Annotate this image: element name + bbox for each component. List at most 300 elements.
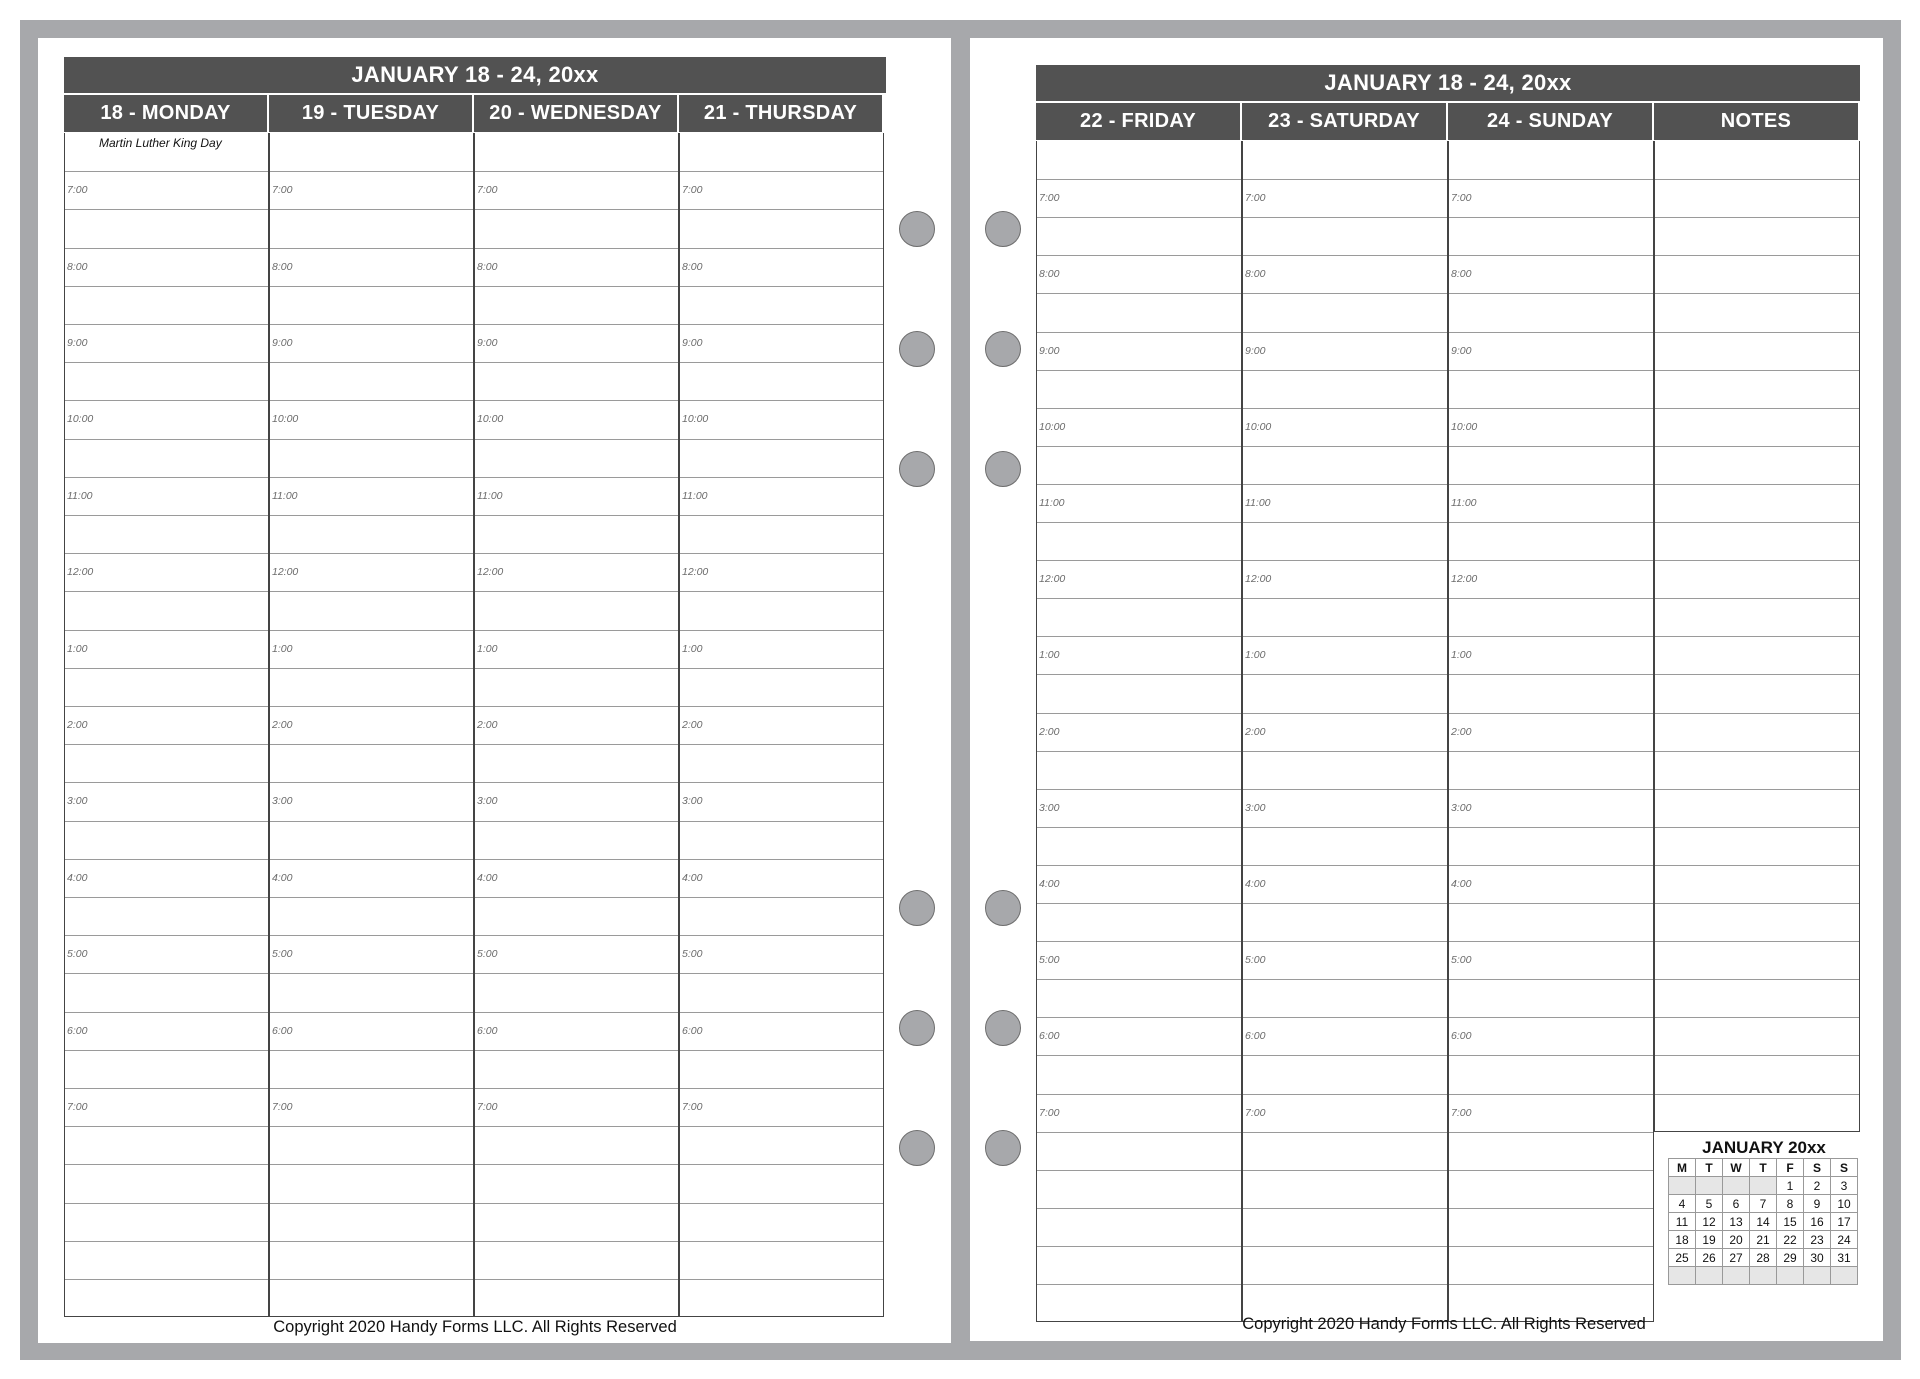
time-slot[interactable] [1243, 1246, 1447, 1284]
time-slot[interactable] [680, 1241, 883, 1279]
time-slot[interactable] [680, 630, 883, 668]
time-slot[interactable] [680, 439, 883, 477]
time-slot[interactable] [680, 1126, 883, 1164]
time-slot[interactable] [1449, 979, 1653, 1017]
time-slot[interactable] [475, 630, 678, 668]
time-slot[interactable] [475, 821, 678, 859]
time-slot[interactable] [1037, 141, 1241, 179]
time-slot[interactable] [270, 171, 473, 209]
time-slot[interactable] [1243, 865, 1447, 903]
time-slot[interactable] [1037, 560, 1241, 598]
time-slot[interactable] [65, 1164, 268, 1202]
time-slot[interactable] [1037, 713, 1241, 751]
time-slot[interactable] [270, 591, 473, 629]
time-slot[interactable] [270, 973, 473, 1011]
calendar-day[interactable]: 15 [1777, 1213, 1804, 1231]
time-slot[interactable] [475, 935, 678, 973]
time-slot[interactable] [65, 1279, 268, 1317]
time-slot[interactable] [680, 1050, 883, 1088]
time-slot[interactable] [1037, 217, 1241, 255]
time-slot[interactable] [1449, 598, 1653, 636]
time-slot[interactable] [65, 1050, 268, 1088]
time-slot[interactable] [1449, 674, 1653, 712]
time-slot[interactable] [680, 1088, 883, 1126]
time-slot[interactable] [1449, 560, 1653, 598]
time-slot[interactable] [475, 286, 678, 324]
hour-label: 7:00 [1245, 1106, 1266, 1119]
time-slot[interactable] [65, 133, 268, 171]
time-slot[interactable] [1037, 598, 1241, 636]
time-slot[interactable] [270, 821, 473, 859]
time-slot[interactable] [680, 973, 883, 1011]
calendar-day[interactable] [1696, 1267, 1723, 1285]
time-slot[interactable] [1037, 903, 1241, 941]
time-slot[interactable] [1243, 1094, 1447, 1132]
time-slot[interactable] [1037, 255, 1241, 293]
time-slot[interactable] [475, 324, 678, 362]
time-slot[interactable] [1243, 751, 1447, 789]
time-slot[interactable] [1037, 1094, 1241, 1132]
time-slot[interactable] [475, 515, 678, 553]
time-slot[interactable] [1655, 255, 1859, 293]
calendar-day[interactable]: 2 [1804, 1177, 1831, 1195]
time-slot[interactable] [1655, 484, 1859, 522]
time-slot[interactable] [1243, 560, 1447, 598]
hour-label: 5:00 [272, 948, 293, 961]
time-slot[interactable] [680, 515, 883, 553]
time-slot[interactable] [1243, 370, 1447, 408]
time-slot[interactable] [65, 553, 268, 591]
time-slot[interactable] [270, 1012, 473, 1050]
time-slot[interactable] [680, 400, 883, 438]
calendar-day[interactable]: 14 [1750, 1213, 1777, 1231]
time-slot[interactable] [1449, 713, 1653, 751]
calendar-day[interactable] [1804, 1267, 1831, 1285]
time-slot[interactable] [1655, 1017, 1859, 1055]
time-slot[interactable] [1655, 522, 1859, 560]
calendar-day[interactable]: 1 [1777, 1177, 1804, 1195]
time-slot[interactable] [475, 897, 678, 935]
calendar-day[interactable] [1777, 1267, 1804, 1285]
time-slot[interactable] [1243, 941, 1447, 979]
time-slot[interactable] [1655, 1055, 1859, 1093]
time-slot[interactable] [1449, 865, 1653, 903]
time-slot[interactable] [680, 706, 883, 744]
time-slot[interactable] [475, 1203, 678, 1241]
time-slot[interactable] [1037, 827, 1241, 865]
time-slot[interactable] [1449, 903, 1653, 941]
hour-label: 4:00 [1451, 877, 1472, 890]
time-slot[interactable] [1655, 941, 1859, 979]
calendar-day[interactable]: 11 [1669, 1213, 1696, 1231]
time-slot[interactable] [680, 1164, 883, 1202]
time-slot[interactable] [65, 821, 268, 859]
time-slot[interactable] [1243, 408, 1447, 446]
time-slot[interactable] [65, 1241, 268, 1279]
time-slot[interactable] [1037, 179, 1241, 217]
time-slot[interactable] [1655, 674, 1859, 712]
time-slot[interactable] [270, 859, 473, 897]
binder-hole [899, 451, 935, 487]
time-slot[interactable] [270, 286, 473, 324]
time-slot[interactable] [680, 324, 883, 362]
time-slot[interactable] [1655, 903, 1859, 941]
time-slot[interactable] [1037, 332, 1241, 370]
calendar-day[interactable]: 25 [1669, 1249, 1696, 1267]
time-slot[interactable] [475, 668, 678, 706]
time-slot[interactable] [270, 706, 473, 744]
time-slot[interactable] [1655, 560, 1859, 598]
time-slot[interactable] [475, 1012, 678, 1050]
hour-label: 5:00 [1039, 954, 1060, 967]
time-slot[interactable] [1655, 865, 1859, 903]
time-slot[interactable] [680, 897, 883, 935]
time-slot[interactable] [1655, 370, 1859, 408]
time-slot[interactable] [1037, 370, 1241, 408]
time-slot[interactable] [270, 744, 473, 782]
time-slot[interactable] [65, 859, 268, 897]
hour-label: 11:00 [272, 489, 298, 502]
time-slot[interactable] [270, 1126, 473, 1164]
time-slot[interactable] [680, 859, 883, 897]
calendar-day[interactable]: 30 [1804, 1249, 1831, 1267]
time-slot[interactable] [1449, 827, 1653, 865]
time-slot[interactable] [680, 668, 883, 706]
time-slot[interactable] [1037, 446, 1241, 484]
calendar-day[interactable] [1696, 1177, 1723, 1195]
time-slot[interactable] [1243, 827, 1447, 865]
time-slot[interactable] [65, 1126, 268, 1164]
time-slot[interactable] [475, 1279, 678, 1317]
time-slot[interactable] [65, 439, 268, 477]
calendar-day[interactable]: 17 [1831, 1213, 1858, 1231]
time-slot[interactable] [680, 782, 883, 820]
time-slot[interactable] [1449, 751, 1653, 789]
time-slot[interactable] [1449, 179, 1653, 217]
time-slot[interactable] [1037, 293, 1241, 331]
time-slot[interactable] [475, 209, 678, 247]
time-slot[interactable] [65, 477, 268, 515]
time-slot[interactable] [1449, 217, 1653, 255]
time-slot[interactable] [1449, 1017, 1653, 1055]
time-slot[interactable] [1449, 1132, 1653, 1170]
time-slot[interactable] [1449, 255, 1653, 293]
calendar-day[interactable]: 19 [1696, 1231, 1723, 1249]
time-slot[interactable] [1243, 522, 1447, 560]
time-slot[interactable] [270, 1164, 473, 1202]
calendar-day[interactable]: 8 [1777, 1195, 1804, 1213]
time-slot[interactable] [1037, 1055, 1241, 1093]
time-slot[interactable] [1243, 674, 1447, 712]
time-slot[interactable] [65, 400, 268, 438]
hour-label: 12:00 [1451, 573, 1478, 586]
time-slot[interactable] [1655, 1094, 1859, 1132]
time-slot[interactable] [65, 591, 268, 629]
hour-label: 8:00 [477, 260, 498, 273]
time-slot[interactable] [1655, 408, 1859, 446]
calendar-day[interactable]: 7 [1750, 1195, 1777, 1213]
time-slot[interactable] [475, 362, 678, 400]
time-slot[interactable] [270, 553, 473, 591]
time-slot[interactable] [1449, 1208, 1653, 1246]
time-slot[interactable] [65, 630, 268, 668]
time-slot[interactable] [270, 324, 473, 362]
time-slot[interactable] [1037, 408, 1241, 446]
time-slot[interactable] [1449, 293, 1653, 331]
time-slot[interactable] [1243, 255, 1447, 293]
time-slot[interactable] [1449, 484, 1653, 522]
calendar-day[interactable] [1831, 1267, 1858, 1285]
time-slot[interactable] [680, 171, 883, 209]
time-slot[interactable] [1449, 1170, 1653, 1208]
calendar-day[interactable]: 13 [1723, 1213, 1750, 1231]
calendar-day[interactable]: 6 [1723, 1195, 1750, 1213]
time-slot[interactable] [270, 935, 473, 973]
time-slot[interactable] [475, 400, 678, 438]
calendar-day[interactable]: 24 [1831, 1231, 1858, 1249]
time-slot[interactable] [1655, 446, 1859, 484]
time-slot[interactable] [475, 439, 678, 477]
time-slot[interactable] [1655, 141, 1859, 179]
time-slot[interactable] [65, 973, 268, 1011]
time-slot[interactable] [1037, 522, 1241, 560]
time-slot[interactable] [680, 591, 883, 629]
time-slot[interactable] [65, 171, 268, 209]
calendar-day[interactable]: 18 [1669, 1231, 1696, 1249]
time-slot[interactable] [1037, 751, 1241, 789]
time-slot[interactable] [1243, 484, 1447, 522]
time-slot[interactable] [270, 133, 473, 171]
day-2-header: 20 - WEDNESDAY [474, 95, 677, 132]
time-slot[interactable] [1037, 674, 1241, 712]
time-slot[interactable] [1449, 789, 1653, 827]
time-slot[interactable] [65, 286, 268, 324]
time-slot[interactable] [270, 209, 473, 247]
time-slot[interactable] [680, 477, 883, 515]
time-slot[interactable] [65, 1203, 268, 1241]
time-slot[interactable] [680, 133, 883, 171]
time-slot[interactable] [680, 821, 883, 859]
time-slot[interactable] [1037, 484, 1241, 522]
time-slot[interactable] [475, 744, 678, 782]
hour-label: 12:00 [1039, 573, 1066, 586]
time-slot[interactable] [680, 553, 883, 591]
time-slot[interactable] [1243, 903, 1447, 941]
time-slot[interactable] [270, 897, 473, 935]
time-slot[interactable] [1243, 217, 1447, 255]
time-slot[interactable] [65, 706, 268, 744]
notes-header: NOTES [1654, 103, 1858, 140]
calendar-day[interactable] [1723, 1177, 1750, 1195]
time-slot[interactable] [1037, 789, 1241, 827]
time-slot[interactable] [475, 1088, 678, 1126]
time-slot[interactable] [475, 591, 678, 629]
calendar-day[interactable]: 4 [1669, 1195, 1696, 1213]
time-slot[interactable] [1243, 598, 1447, 636]
calendar-day[interactable] [1669, 1177, 1696, 1195]
time-slot[interactable] [1243, 1017, 1447, 1055]
time-slot[interactable] [475, 133, 678, 171]
calendar-day[interactable]: 16 [1804, 1213, 1831, 1231]
calendar-day[interactable]: 29 [1777, 1249, 1804, 1267]
time-slot[interactable] [680, 1012, 883, 1050]
time-slot[interactable] [680, 286, 883, 324]
time-slot[interactable] [1243, 1132, 1447, 1170]
time-slot[interactable] [1243, 979, 1447, 1017]
time-slot[interactable] [475, 706, 678, 744]
calendar-day[interactable]: 27 [1723, 1249, 1750, 1267]
time-slot[interactable] [1037, 1017, 1241, 1055]
time-slot[interactable] [65, 744, 268, 782]
time-slot[interactable] [1655, 751, 1859, 789]
time-slot[interactable] [270, 477, 473, 515]
calendar-day[interactable]: 3 [1831, 1177, 1858, 1195]
time-slot[interactable] [475, 248, 678, 286]
time-slot[interactable] [270, 782, 473, 820]
time-slot[interactable] [475, 782, 678, 820]
time-slot[interactable] [1655, 713, 1859, 751]
calendar-day[interactable]: 9 [1804, 1195, 1831, 1213]
time-slot[interactable] [680, 209, 883, 247]
time-slot[interactable] [1655, 789, 1859, 827]
time-slot[interactable] [1037, 1246, 1241, 1284]
time-slot[interactable] [680, 744, 883, 782]
time-slot[interactable] [1449, 446, 1653, 484]
time-slot[interactable] [1655, 636, 1859, 674]
time-slot[interactable] [270, 630, 473, 668]
calendar-day[interactable] [1750, 1177, 1777, 1195]
time-slot[interactable] [1449, 1246, 1653, 1284]
time-slot[interactable] [680, 248, 883, 286]
time-slot[interactable] [270, 439, 473, 477]
time-slot[interactable] [65, 248, 268, 286]
time-slot[interactable] [1449, 1055, 1653, 1093]
time-slot[interactable] [1037, 865, 1241, 903]
time-slot[interactable] [680, 362, 883, 400]
time-slot[interactable] [65, 209, 268, 247]
time-slot[interactable] [1449, 522, 1653, 560]
holiday-note: Martin Luther King Day [99, 136, 222, 150]
calendar-day[interactable]: 12 [1696, 1213, 1723, 1231]
time-slot[interactable] [65, 935, 268, 973]
time-slot[interactable] [65, 1012, 268, 1050]
time-slot[interactable] [1037, 1132, 1241, 1170]
time-slot[interactable] [1449, 636, 1653, 674]
time-slot[interactable] [65, 1088, 268, 1126]
time-slot[interactable] [65, 515, 268, 553]
time-slot[interactable] [65, 362, 268, 400]
time-slot[interactable] [65, 668, 268, 706]
time-slot[interactable] [1037, 979, 1241, 1017]
calendar-day[interactable]: 28 [1750, 1249, 1777, 1267]
hour-label: 10:00 [1451, 420, 1478, 433]
time-slot[interactable] [680, 935, 883, 973]
calendar-day[interactable]: 23 [1804, 1231, 1831, 1249]
time-slot[interactable] [1037, 636, 1241, 674]
time-slot[interactable] [1037, 1170, 1241, 1208]
time-slot[interactable] [1037, 1208, 1241, 1246]
calendar-day[interactable]: 22 [1777, 1231, 1804, 1249]
calendar-day[interactable]: 21 [1750, 1231, 1777, 1249]
time-slot[interactable] [270, 1279, 473, 1317]
time-slot[interactable] [65, 782, 268, 820]
time-slot[interactable] [1243, 141, 1447, 179]
calendar-day[interactable] [1723, 1267, 1750, 1285]
time-slot[interactable] [65, 324, 268, 362]
time-slot[interactable] [475, 477, 678, 515]
time-slot[interactable] [1655, 598, 1859, 636]
calendar-day[interactable]: 5 [1696, 1195, 1723, 1213]
day-r2-column [1448, 141, 1654, 1322]
notes-column [1654, 141, 1860, 1132]
time-slot[interactable] [1449, 332, 1653, 370]
time-slot[interactable] [475, 171, 678, 209]
calendar-day[interactable]: 10 [1831, 1195, 1858, 1213]
time-slot[interactable] [1449, 408, 1653, 446]
time-slot[interactable] [1655, 293, 1859, 331]
time-slot[interactable] [270, 515, 473, 553]
time-slot[interactable] [270, 248, 473, 286]
time-slot[interactable] [1243, 1170, 1447, 1208]
calendar-day[interactable]: 26 [1696, 1249, 1723, 1267]
time-slot[interactable] [1655, 217, 1859, 255]
hour-label: 7:00 [1039, 192, 1060, 205]
time-slot[interactable] [270, 1088, 473, 1126]
time-slot[interactable] [1449, 1094, 1653, 1132]
time-slot[interactable] [1037, 941, 1241, 979]
time-slot[interactable] [270, 1050, 473, 1088]
time-slot[interactable] [1655, 332, 1859, 370]
time-slot[interactable] [1243, 446, 1447, 484]
time-slot[interactable] [270, 1203, 473, 1241]
time-slot[interactable] [270, 668, 473, 706]
time-slot[interactable] [475, 1126, 678, 1164]
time-slot[interactable] [680, 1203, 883, 1241]
time-slot[interactable] [1243, 332, 1447, 370]
time-slot[interactable] [475, 553, 678, 591]
time-slot[interactable] [1243, 789, 1447, 827]
time-slot[interactable] [475, 859, 678, 897]
time-slot[interactable] [475, 1050, 678, 1088]
time-slot[interactable] [475, 973, 678, 1011]
time-slot[interactable] [1243, 1208, 1447, 1246]
time-slot[interactable] [1655, 179, 1859, 217]
time-slot[interactable] [1243, 713, 1447, 751]
time-slot[interactable] [270, 362, 473, 400]
time-slot[interactable] [1243, 636, 1447, 674]
time-slot[interactable] [65, 897, 268, 935]
time-slot[interactable] [1449, 370, 1653, 408]
time-slot[interactable] [1655, 827, 1859, 865]
calendar-day[interactable]: 31 [1831, 1249, 1858, 1267]
time-slot[interactable] [680, 1279, 883, 1317]
time-slot[interactable] [1655, 979, 1859, 1017]
calendar-day[interactable] [1669, 1267, 1696, 1285]
time-slot[interactable] [475, 1164, 678, 1202]
time-slot[interactable] [1449, 141, 1653, 179]
time-slot[interactable] [475, 1241, 678, 1279]
calendar-day[interactable] [1750, 1267, 1777, 1285]
time-slot[interactable] [270, 400, 473, 438]
time-slot[interactable] [1449, 941, 1653, 979]
time-slot[interactable] [1243, 293, 1447, 331]
time-slot[interactable] [1243, 179, 1447, 217]
time-slot[interactable] [1243, 1055, 1447, 1093]
hour-label: 7:00 [272, 184, 293, 197]
hour-label: 10:00 [67, 413, 94, 426]
calendar-day[interactable]: 20 [1723, 1231, 1750, 1249]
time-slot[interactable] [270, 1241, 473, 1279]
